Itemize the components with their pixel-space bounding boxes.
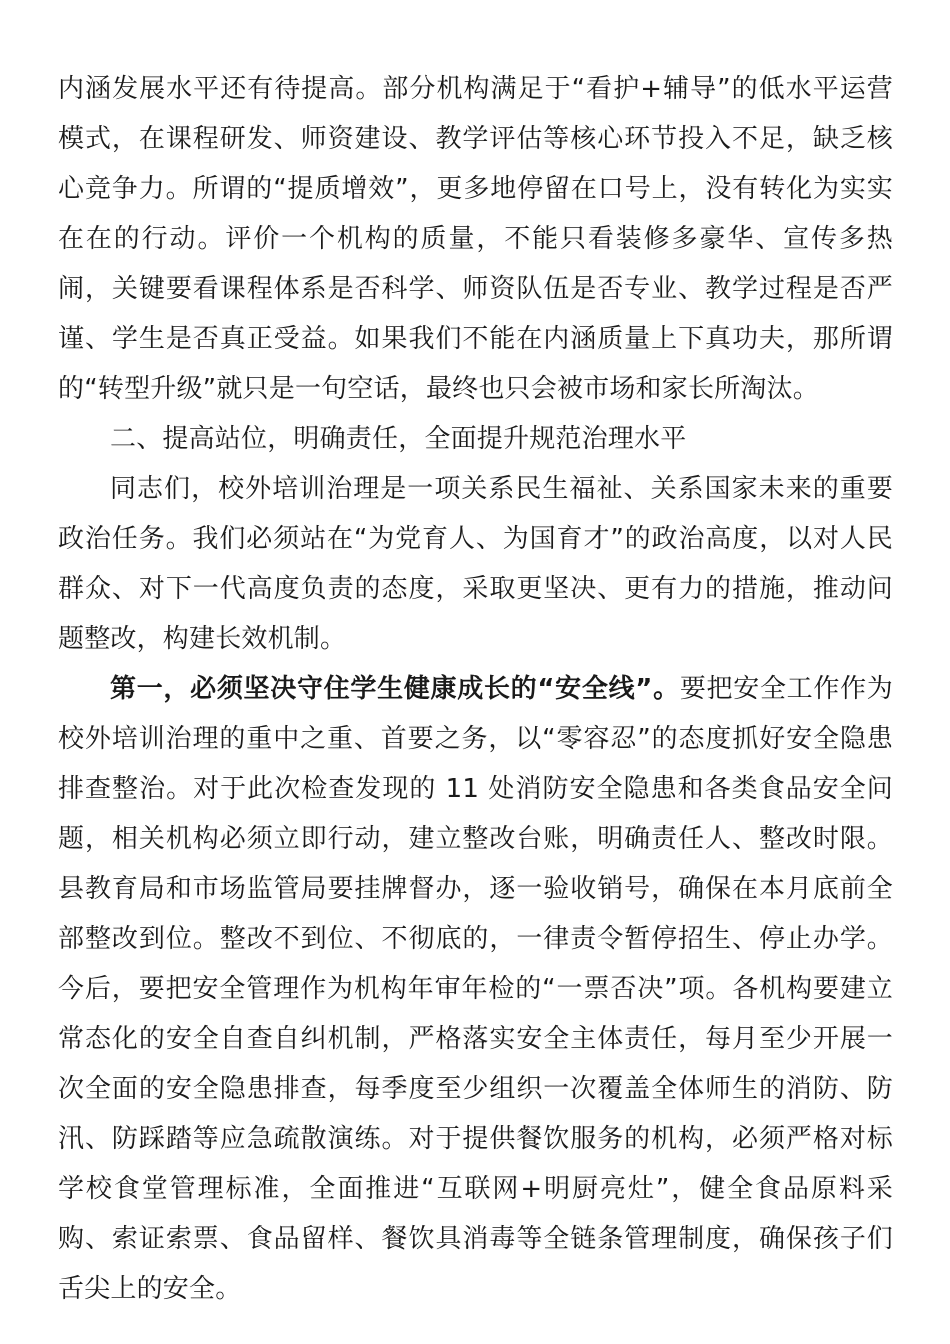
body-paragraph: 内涵发展水平还有待提高。部分机构满足于“看护+辅导”的低水平运营模式，在课程研发、师资建设、教学评估等核心环节投入不足，缺乏核心竞争力。所谓的“提质增效”，更多地停留在口号上，没有转化为实实在在的行动。评价一个机构的质量，不能只看装修多豪华、宣传多热闹，关键要看课程体系是否科学、师资队伍是否专业、教学过程是否严谨、学生是否真正受益。如果我们不能在内涵质量上下真功夫，那所谓的“转型升级”就只是一句空话，最终也只会被市场和家长所淘汰。 [58,74,893,404]
bold-lead-sentence: 第一，必须坚决守住学生健康成长的“安全线”。 [110,674,680,704]
document-body [58,64,893,1314]
body-paragraph [58,664,893,1314]
section-heading: 二、提高站位，明确责任，全面提升规范治理水平 [110,424,687,454]
paragraph-body-text: 要把安全工作作为校外培训治理的重中之重、首要之务，以“零容忍”的态度抓好安全隐患排查整治。对于此次检查发现的 11 处消防安全隐患和各类食品安全问题，相关机构必须立即行动，建立整改台账，明确责任人、整改时限。县教育局和市场监管局要挂牌督办，逐一验收销号，确保在本月底前全部整改到位。整改不到位、不彻底的，一律责令暂停招生、停止办学。今后，要把安全管理作为机构年审年检的“一票否决”项。各机构要建立常态化的安全自查自纠机制，严格落实安全主体责任，每月至少开展一次全面的安全隐患排查，每季度至少组织一次覆盖全体师生的消防、防汛、防踩踏等应急疏散演练。对于提供餐饮服务的机构，必须严格对标学校食堂管理标准，全面推进“互联网+明厨亮灶”，健全食品原料采购、索证索票、食品留样、餐饮具消毒等全链条管理制度，确保孩子们舌尖上的安全。 [58,674,894,1304]
body-paragraph: 同志们，校外培训治理是一项关系民生福祉、关系国家未来的重要政治任务。我们必须站在“为党育人、为国育才”的政治高度，以对人民群众、对下一代高度负责的态度，采取更坚决、更有力的措施，推动问题整改，构建长效机制。 [58,474,893,654]
